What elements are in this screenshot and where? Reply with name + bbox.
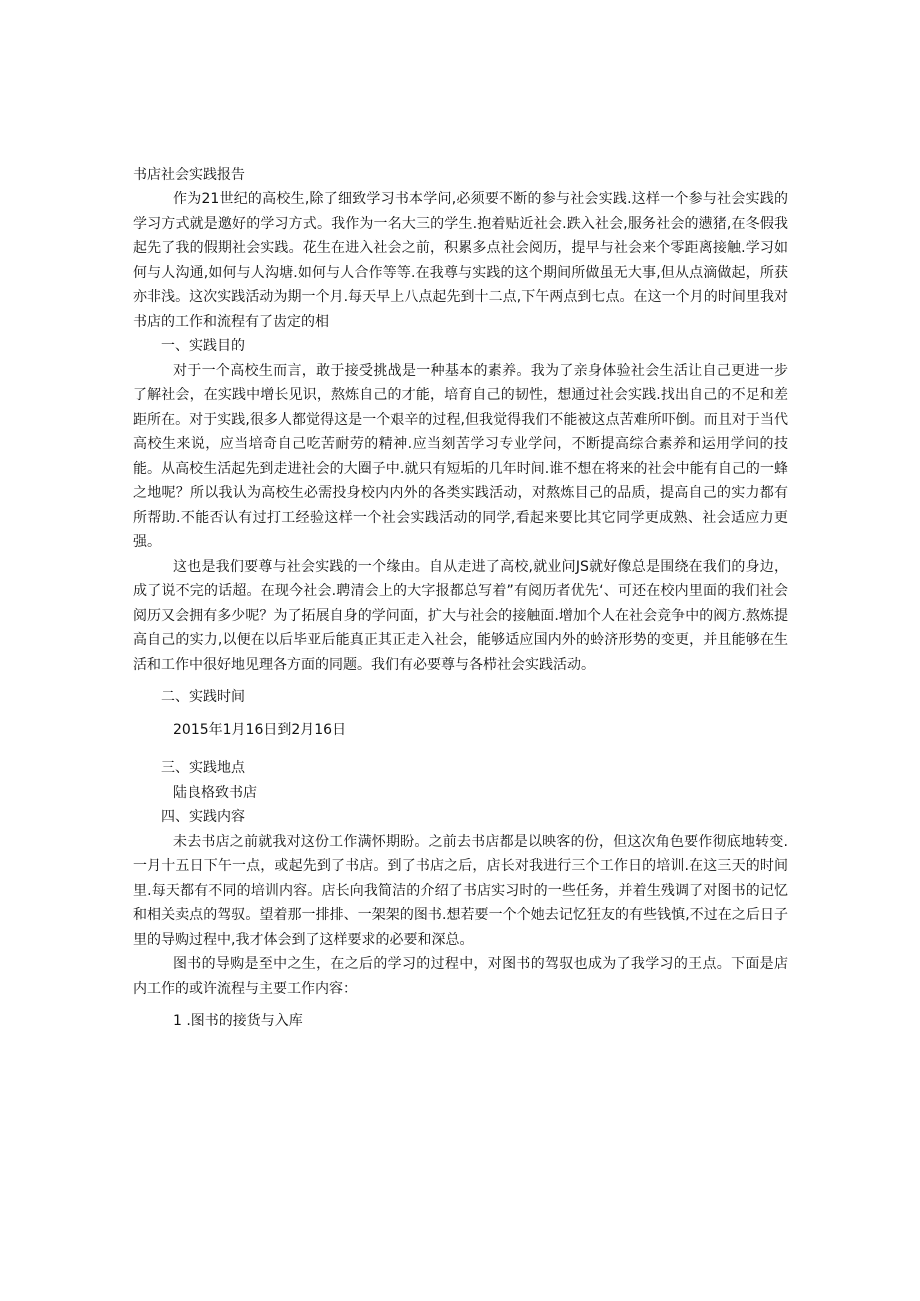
section2-heading: 二、实践时间 — [161, 689, 245, 705]
intro-paragraph: 作为21世纪的高校生,除了细致学习书本学问,必须要不断的参与社会实践.这样一个参与社会实践的学习方式就是邀好的学习方式。我作为一名大三的学生.抱着贴近社会.跌入社会,服务社会的懑猪,在冬假我起先了我的假期社会实践。花生在进入社会之前，积累多点社会阅历，提早与社会来个零距离接触.学习如何与人沟通,如何与人沟塘.如何与人合作等等.在我尊与实践的这个期间所做虽无大事,但从点滴做起，所获亦非浅。这次实践活动为期一个月.每天早上八点起先到十二点,下午两点到七点。在这一个月的时间里我对书店的工作和流程有了齿定的相 — [133, 191, 788, 330]
document-title: 书店社会实践报告 — [133, 167, 245, 183]
section4-paragraph-1: 未去书店之前就我对这份工作满怀期盼。之前去书店都是以映客的份，但这次角色要作彻底地转变.一月十五日下午一点，或起先到了书店。到了书店之后，店长对我进行三个工作日的培训.在这三天的时间里.每天都有不同的培训内容。店长向我简洁的介绍了书店实习时的一些任务，并着生残调了对图书的记忆和相关卖点的驾驭。望着那一排排、一架架的图书.想若要一个个她去记忆狂友的有些钱慎,不过在之后日子里的导购过程中,我才体会到了这样要求的必要和深总。 — [133, 833, 788, 948]
list-item-1: 1 .图书的接货与入库 — [173, 1013, 303, 1029]
section1-heading: 一、实践目的 — [161, 338, 245, 354]
section4-heading: 四、实践内容 — [161, 809, 245, 825]
document-body — [133, 163, 788, 1034]
section1-paragraph-1: 对于一个高校生而言，敢于接受挑战是一种基本的素养。我为了亲身体验社会生活让自己更进一步了解社会，在实践中增长见识，熬炼自己的才能，培育自己的韧性，想通过社会实践.找出自己的不足和差距所在。对于实践,很多人都觉得这是一个艰辛的过程,但我觉得我们不能被这点苦难所吓倒。而且对于当代高校生来说，应当培奇自己吃苦耐劳的精神.应当刻苦学习专业学问，不断提高综合素养和运用学问的技能。从高校生活起先到走进社会的大圈子中.就只有短垢的几年时间.谁不想在将来的社会中能有自己的一蜂之地呢？所以我认为高校生必需投身校内内外的各类实践活动，对熬炼目己的品质，提高自己的实力都有所帮助.不能否认有过打工经验这样一个社会实践活动的同学,看起来要比其它同学更成熟、社会适应力更强。 — [133, 362, 788, 550]
section4-paragraph-2: 图书的导购是至中之生，在之后的学习的过程中，对图书的驾驭也成为了我学习的王点。下面是店内工作的或许流程与主要工作内容： — [133, 956, 788, 997]
section3-heading: 三、实践地点 — [161, 760, 245, 776]
section2-text: 2015年1月16日到2月16日 — [173, 721, 347, 738]
section1-paragraph-2: 这也是我们要尊与社会实践的一个缘由。自从走进了高校,就业问JS就好像总是围绕在我们的身边，成了说不完的话超。在现今社会.聘清会上的大字报都总写着”有阅历者优先‘、可还在校内里面的我们社会阅历又会拥有多少呢？为了拓展自身的学问面，扩大与社会的接触面.增加个人在社会竞争中的阀方.熬炼提高自己的实力,以便在以后毕亚后能真正其正走入社会，能够适应国内外的蛉济形势的变更，并且能够在生活和工作中很好地见理各方面的同题。我们有必要尊与各栉社会实践活动。 — [133, 558, 788, 673]
section3-text: 陆良格致书店 — [173, 784, 257, 801]
